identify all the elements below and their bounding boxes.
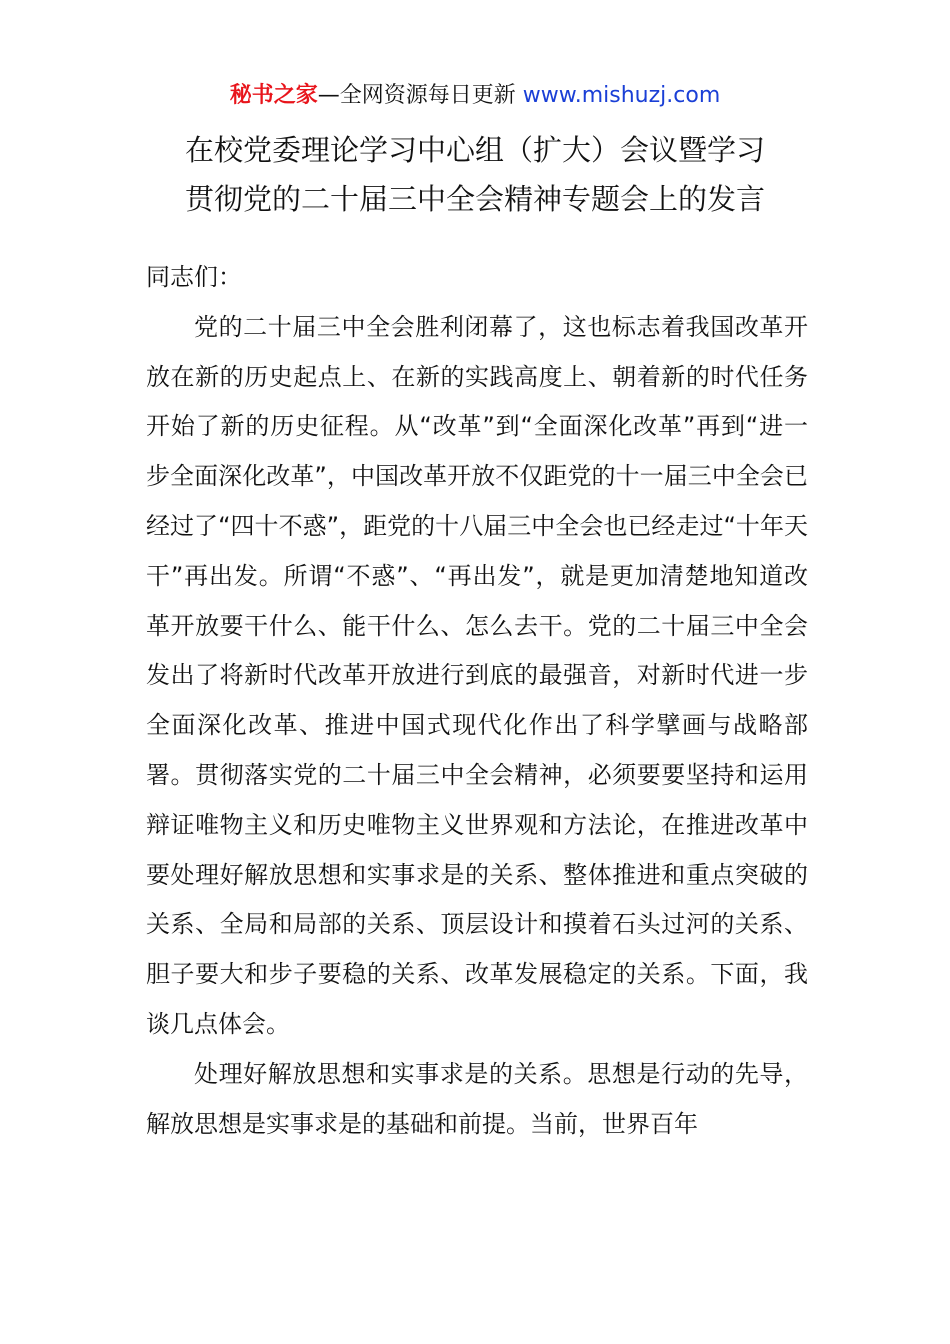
title-line-2: 贯彻党的二十届三中全会精神专题会上的发言 (184, 182, 765, 216)
document-title (0, 126, 950, 224)
salutation: 同志们： (146, 263, 242, 291)
site-url: www.mishuzj.com (522, 83, 721, 108)
document-body (146, 253, 808, 1149)
site-tagline: —全网资源每日更新 (317, 83, 523, 108)
paragraph-2: 处理好解放思想和实事求是的关系。思想是行动的先导，解放思想是实事求是的基础和前提。当前，世界百年 (146, 1059, 808, 1138)
site-brand: 秘书之家 (229, 83, 318, 108)
title-line-1: 在校党委理论学习中心组（扩大）会议暨学习 (184, 133, 765, 167)
paragraph-1: 党的二十届三中全会胜利闭幕了，这也标志着我国改革开放在新的历史起点上、在新的实践高度上、朝着新的时代任务开始了新的历史征程。从“改革”到“全面深化改革”再到“进一步全面深化改革”，中国改革开放不仅距党的十一届三中全会已经过了“四十不惑”，距党的十八届三中全会也已经走过“十年天干”再出发。所谓“不惑”、“再出发”，就是更加清楚地知道改革开放要干什么、能干什么、怎么去干。党的二十届三中全会发出了将新时代改革开放进行到底的最强音，对新时代进一步全面深化改革、推进中国式现代化作出了科学擘画与战略部署。贯彻落实党的二十届三中全会精神，必须要要坚持和运用辩证唯物主义和历史唯物主义世界观和方法论，在推进改革中要处理好解放思想和实事求是的关系、整体推进和重点突破的关系、全局和局部的关系、顶层设计和摸着石头过河的关系、胆子要大和步子要稳的关系、改革发展稳定的关系。下面，我谈几点体会。 (146, 312, 808, 1038)
site-header (0, 80, 950, 112)
